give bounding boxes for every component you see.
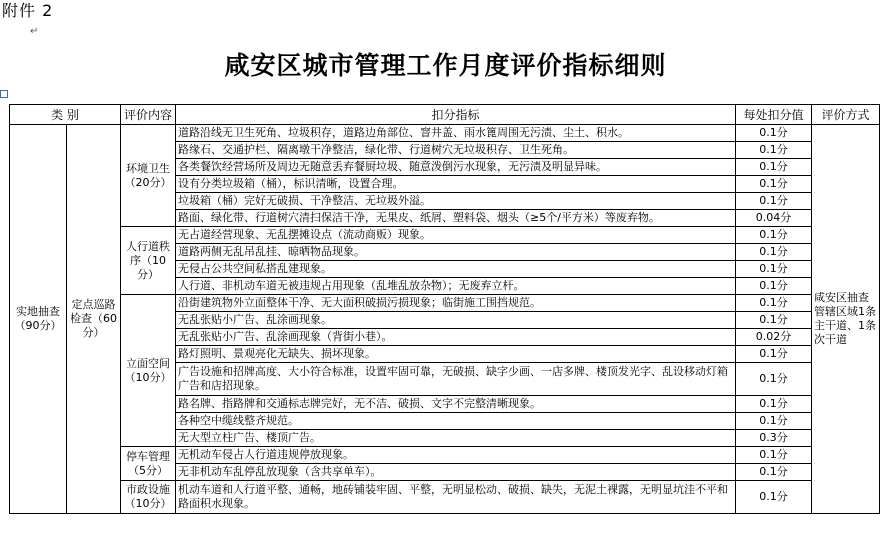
- deduction-value-cell: 0.1分: [736, 278, 812, 295]
- header-method: 评价方式: [812, 105, 880, 125]
- indicator-cell: 机动车道和人行道平整、通畅，地砖铺装牢固、平整，无明显松动、破损、缺失，无泥土裸露，无明显坑洼不平和路面积水现象。: [176, 481, 736, 514]
- indicator-cell: 路灯照明、景观亮化无缺失、损坏现象。: [176, 346, 736, 363]
- paragraph-mark: ↵: [30, 26, 39, 37]
- table-header-row: [10, 105, 880, 125]
- indicator-cell: 路名牌、指路牌和交通标志牌完好，无不洁、破损、文字不完整清晰现象。: [176, 396, 736, 413]
- table-body: [10, 125, 880, 514]
- table-row: [10, 227, 880, 244]
- category-sub-cell: 定点巡路检查（60分）: [67, 125, 121, 514]
- table-row: [10, 447, 880, 464]
- content-group-cell: 环境卫生（20分）: [121, 125, 176, 227]
- indicator-table: [9, 104, 880, 514]
- indicator-cell: 垃圾箱（桶）完好无破损、干净整洁、无垃圾外溢。: [176, 193, 736, 210]
- indicator-cell: 道路沿线无卫生死角、垃圾积存，道路边角部位、窨井盖、雨水篦周围无污渍、尘土、积水。: [176, 125, 736, 142]
- deduction-value-cell: 0.1分: [736, 193, 812, 210]
- deduction-value-cell: 0.1分: [736, 125, 812, 142]
- content-group-cell: 市政设施（10分）: [121, 481, 176, 514]
- indicator-cell: 无大型立柱广告、楼顶广告。: [176, 430, 736, 447]
- method-cell: 咸安区抽查管辖区域1条主干道、1条次干道: [812, 125, 880, 514]
- table-row: [10, 125, 880, 142]
- deduction-value-cell: 0.1分: [736, 481, 812, 514]
- deduction-value-cell: 0.1分: [736, 413, 812, 430]
- indicator-cell: 各类餐饮经营场所及周边无随意丢弃餐厨垃圾、随意泼倒污水现象，无污渍及明显异味。: [176, 159, 736, 176]
- deduction-value-cell: 0.1分: [736, 244, 812, 261]
- indicator-cell: 沿街建筑物外立面整体干净、无大面积破损污损现象；临街施工围挡规范。: [176, 295, 736, 312]
- deduction-value-cell: 0.02分: [736, 329, 812, 346]
- document-title: 咸安区城市管理工作月度评价指标细则: [224, 51, 667, 80]
- indicator-cell: 无乱张贴小广告、乱涂画现象（背街小巷）。: [176, 329, 736, 346]
- header-indicator: 扣分指标: [176, 105, 736, 125]
- indicator-cell: 无机动车侵占人行道违规停放现象。: [176, 447, 736, 464]
- deduction-value-cell: 0.1分: [736, 142, 812, 159]
- deduction-value-cell: 0.1分: [736, 312, 812, 329]
- indicator-cell: 无侵占公共空间私搭乱建现象。: [176, 261, 736, 278]
- deduction-value-cell: 0.1分: [736, 159, 812, 176]
- indicator-cell: 路缘石、交通护栏、隔离墩干净整洁，绿化带、行道树穴无垃圾积存、卫生死角。: [176, 142, 736, 159]
- deduction-value-cell: 0.1分: [736, 464, 812, 481]
- deduction-value-cell: 0.1分: [736, 363, 812, 396]
- table-anchor-icon[interactable]: [0, 90, 8, 98]
- header-deduction: 每处扣分值: [736, 105, 812, 125]
- content-group-cell: 停车管理（5分）: [121, 447, 176, 481]
- table-row: [10, 481, 880, 514]
- deduction-value-cell: 0.1分: [736, 227, 812, 244]
- deduction-value-cell: 0.1分: [736, 396, 812, 413]
- indicator-cell: 广告设施和招牌高度、大小符合标准，设置牢固可靠，无破损、缺字少画、一店多牌、楼顶发光字、乱设移动灯箱广告和店招现象。: [176, 363, 736, 396]
- header-category: 类 别: [10, 105, 121, 125]
- deduction-value-cell: 0.1分: [736, 346, 812, 363]
- indicator-cell: 人行道、非机动车道无被违规占用现象（乱堆乱放杂物）；无废弃立杆。: [176, 278, 736, 295]
- attachment-label: 附件 2: [2, 1, 54, 20]
- deduction-value-cell: 0.04分: [736, 210, 812, 227]
- deduction-value-cell: 0.1分: [736, 447, 812, 464]
- deduction-value-cell: 0.1分: [736, 295, 812, 312]
- header-content: 评价内容: [121, 105, 176, 125]
- indicator-cell: 道路两侧无乱吊乱挂、晾晒物品现象。: [176, 244, 736, 261]
- indicator-cell: 无非机动车乱停乱放现象（含共享单车）。: [176, 464, 736, 481]
- category-main-cell: 实地抽查（90分）: [10, 125, 67, 514]
- deduction-value-cell: 0.3分: [736, 430, 812, 447]
- indicator-cell: 路面、绿化带、行道树穴清扫保洁干净，无果皮、纸屑、塑料袋、烟头（≥5个/平方米）等废弃物。: [176, 210, 736, 227]
- deduction-value-cell: 0.1分: [736, 176, 812, 193]
- indicator-cell: 设有分类垃圾箱（桶），标识清晰，设置合理。: [176, 176, 736, 193]
- indicator-cell: 各种空中缆线整齐规范。: [176, 413, 736, 430]
- content-group-cell: 人行道秩序（10分）: [121, 227, 176, 295]
- indicator-cell: 无乱张贴小广告、乱涂画现象。: [176, 312, 736, 329]
- table-row: [10, 295, 880, 312]
- content-group-cell: 立面空间（10分）: [121, 295, 176, 447]
- indicator-cell: 无占道经营现象、无乱摆摊设点（流动商贩）现象。: [176, 227, 736, 244]
- deduction-value-cell: 0.1分: [736, 261, 812, 278]
